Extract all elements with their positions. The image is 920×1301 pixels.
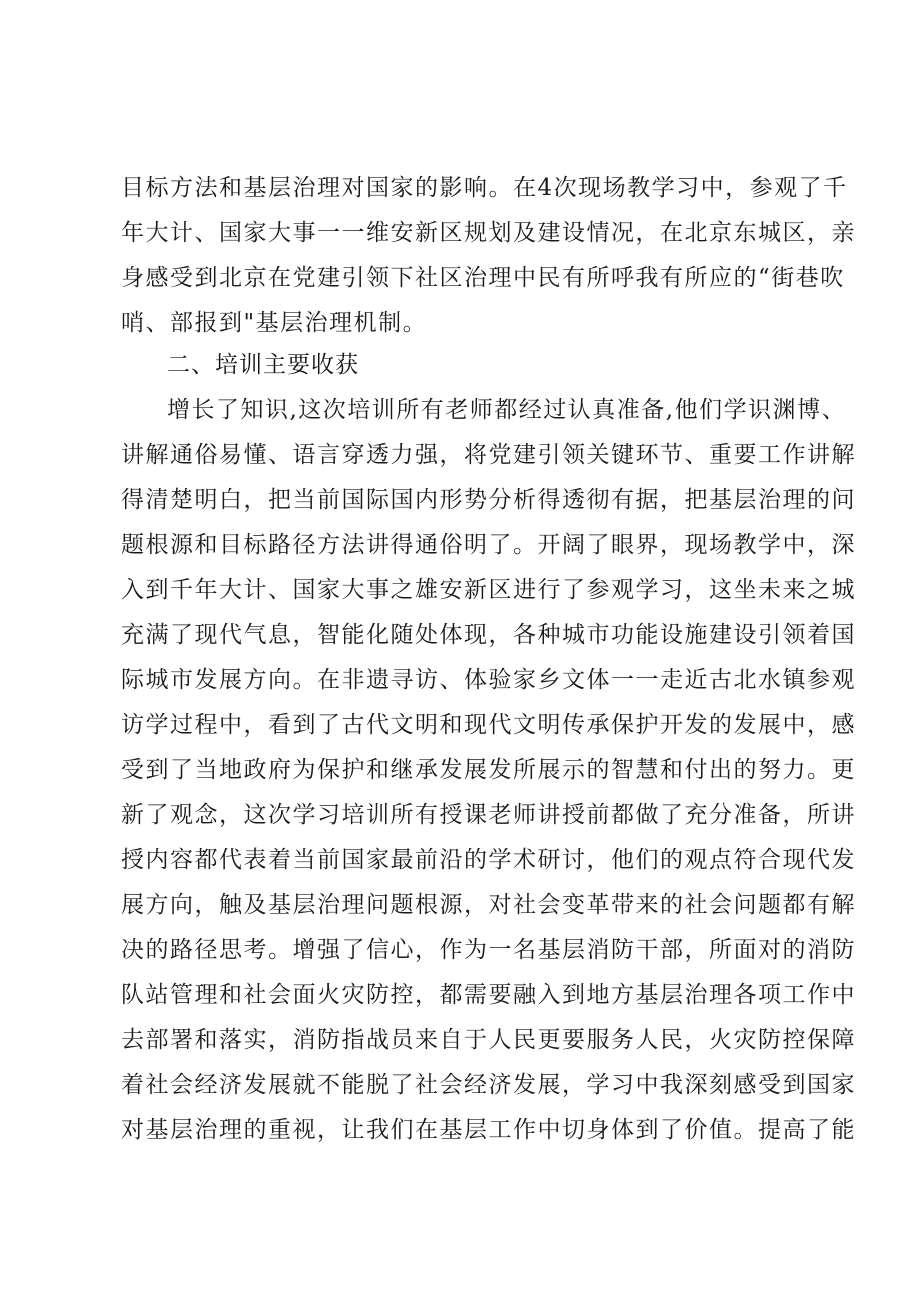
paragraph-line: 决的路径思考。增强了信心，作为一名基层消防干部，所面对的消防 — [121, 937, 856, 963]
section-heading: 二、培训主要收获 — [167, 352, 359, 378]
paragraph-line: 受到了当地政府为保护和继承发展发所展示的智慧和付出的努力。更 — [121, 757, 856, 783]
paragraph-line: 着社会经济发展就不能脱了社会经济发展，学习中我深刻感受到国家 — [121, 1072, 856, 1098]
paragraph-line: 新了观念，这次学习培训所有授课老师讲授前都做了充分准备，所讲 — [121, 802, 856, 828]
paragraph-line: 目标方法和基层治理对国家的影响。在4次现场教学习中，参观了千 — [121, 175, 848, 201]
paragraph-line: 得清楚明白，把当前国际国内形势分析得透彻有据，把基层治理的问 — [121, 487, 856, 513]
paragraph-line: 增长了知识,这次培训所有老师都经过认真准备,他们学识渊博、 — [167, 397, 847, 423]
paragraph-line: 访学过程中，看到了古代文明和现代文明传承保护开发的发展中，感 — [121, 712, 856, 738]
paragraph-line: 对基层治理的重视，让我们在基层工作中切身体到了价值。提高了能 — [121, 1117, 856, 1143]
paragraph-line: 展方向，触及基层治理问题根源，对社会变革带来的社会问题都有解 — [121, 892, 856, 918]
paragraph-line: 队站管理和社会面火灾防控，都需要融入到地方基层治理各项工作中 — [121, 982, 856, 1008]
paragraph-line: 去部署和落实，消防指战员来自于人民更要服务人民，火灾防控保障 — [121, 1027, 856, 1053]
paragraph-line: 身感受到北京在党建引领下社区治理中民有所呼我有所应的“街巷吹 — [121, 265, 845, 291]
paragraph-line: 讲解通俗易懂、语言穿透力强，将党建引领关键环节、重要工作讲解 — [121, 442, 856, 468]
paragraph-line: 年大计、国家大事一一维安新区规划及建设情况，在北京东城区，亲 — [121, 220, 856, 246]
paragraph-line: 授内容都代表着当前国家最前沿的学术研讨，他们的观点符合现代发 — [121, 847, 856, 873]
paragraph-line: 哨、部报到"基层治理机制。 — [121, 310, 428, 336]
paragraph-line: 充满了现代气息，智能化随处体现，各种城市功能设施建设引领着国 — [121, 622, 856, 648]
paragraph-line: 际城市发展方向。在非遗寻访、体验家乡文体一一走近古北水镇参观 — [121, 667, 856, 693]
paragraph-line: 题根源和目标路径方法讲得通俗明了。开阔了眼界，现场教学中，深 — [121, 532, 856, 558]
paragraph-line: 入到千年大计、国家大事之雄安新区进行了参观学习，这坐未来之城 — [121, 577, 856, 603]
